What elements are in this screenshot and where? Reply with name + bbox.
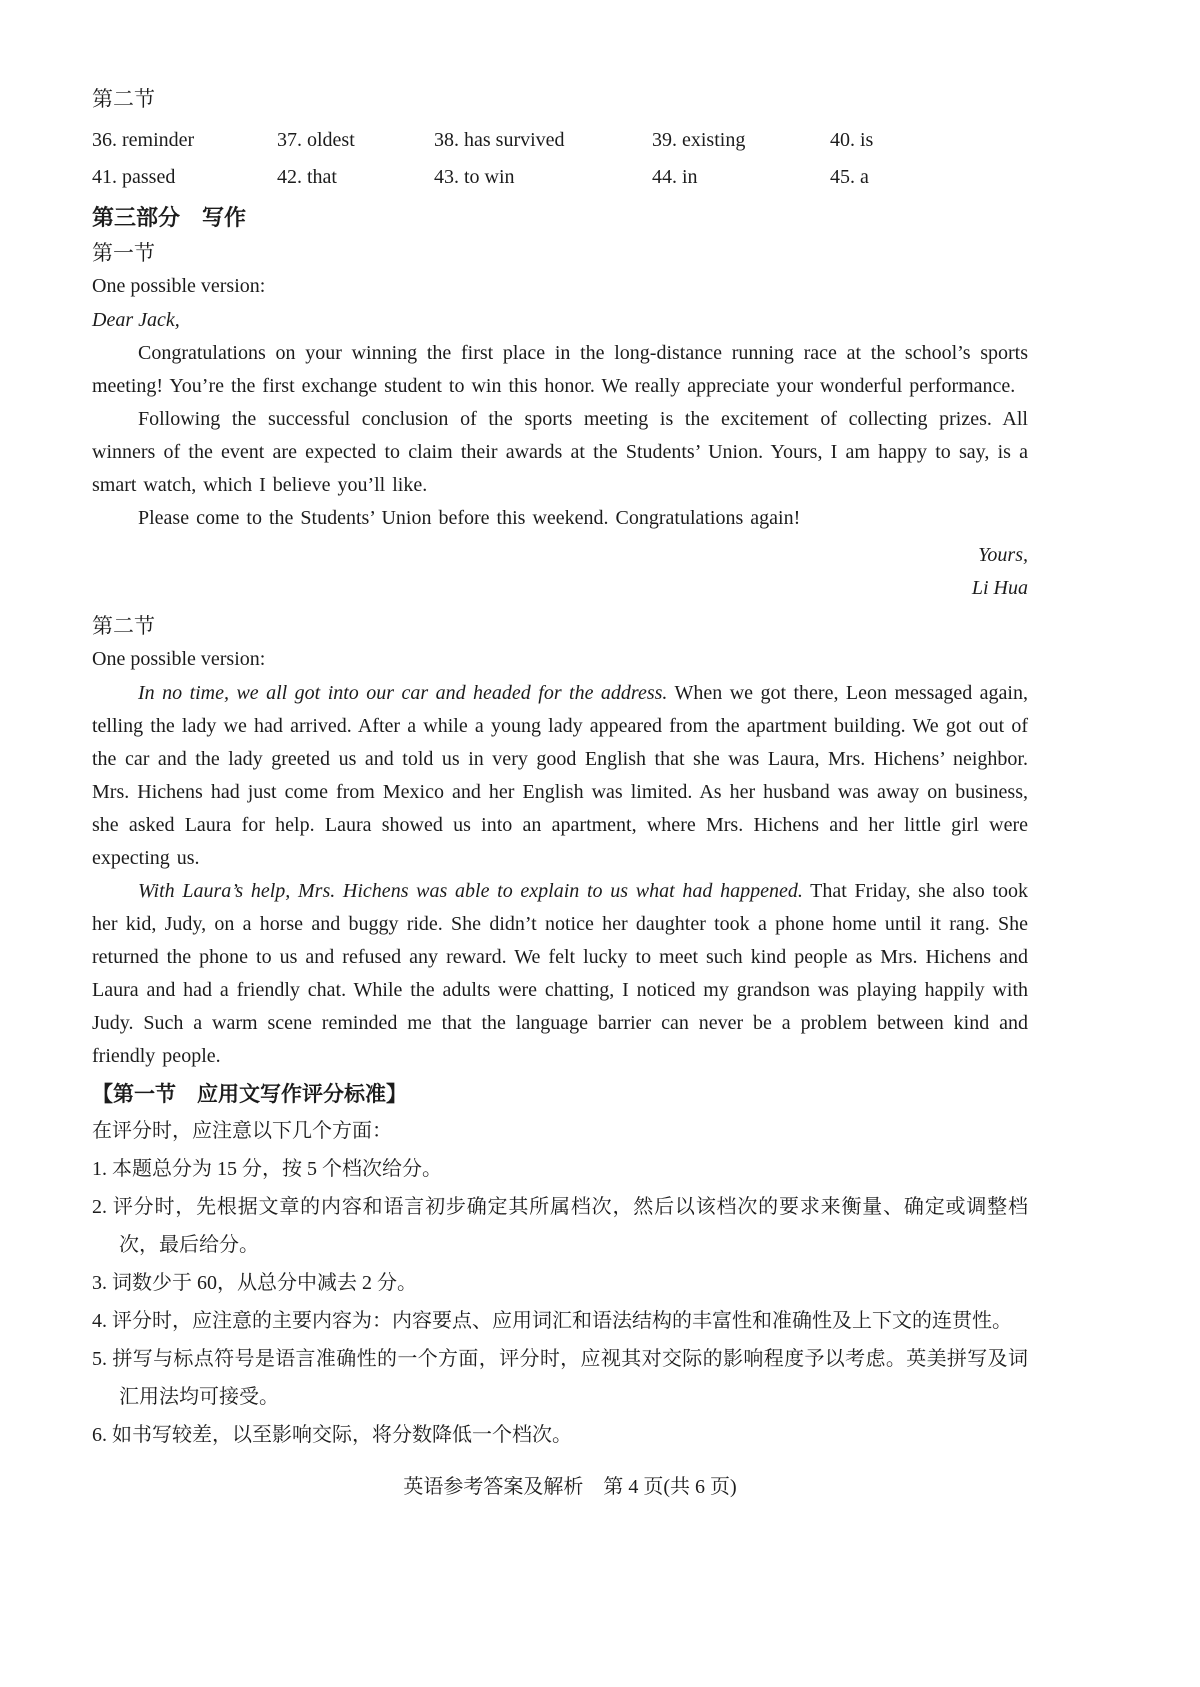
answer-item-40: 40. is xyxy=(830,129,874,151)
criteria-item-4: 4. 评分时，应注意的主要内容为：内容要点、应用词汇和语法结构的丰富性和准确性及上下文的连贯性。 xyxy=(92,1310,1012,1332)
answer-item-38: 38. has survived xyxy=(434,129,565,151)
answers-row-1 xyxy=(92,122,1028,159)
writing-section2-heading: 第二节 xyxy=(92,614,155,638)
criteria-heading: 【第一节 应用文写作评分标准】 xyxy=(92,1082,407,1106)
answer-item-42: 42. that xyxy=(277,166,337,188)
criteria-item-2: 2. 评分时，先根据文章的内容和语言初步确定其所属档次，然后以该档次的要求来衡量、确定或调整档次，最后给分。 xyxy=(92,1196,1028,1256)
essay-paragraph-1 xyxy=(92,677,1028,875)
answer-item-45: 45. a xyxy=(830,166,869,188)
answers-row-2 xyxy=(92,159,1028,196)
letter-signature-block xyxy=(92,539,1028,605)
essay-para1-lead-italic: In no time, we all got into our car and headed for the address. xyxy=(138,682,668,704)
answer-item-36: 36. reminder xyxy=(92,129,195,151)
part3-heading: 第三部分 写作 xyxy=(92,205,247,230)
answer-item-43: 43. to win xyxy=(434,166,515,188)
essay-para2-body: That Friday, she also took her kid, Judy, on a horse and buggy ride. She didn’t notice her daughter took a phone home until it rang. She returned the phone to us and refused any reward. We felt lucky to meet such kind people as Mrs. Hichens and Laura and had a friendly chat. While the adults were chatting, I noticed my grandson was playing happily with Judy. Such a warm scene reminded me that the language barrier can never be a problem between kind and friendly people. xyxy=(92,880,1029,1067)
letter-signature: Li Hua xyxy=(971,577,1028,599)
essay-para2-lead-italic: With Laura’s help, Mrs. Hichens was able to explain to us what had happened. xyxy=(138,880,803,902)
criteria-item-1: 1. 本题总分为 15 分，按 5 个档次给分。 xyxy=(92,1158,442,1180)
letter-paragraph-1: Congratulations on your winning the first place in the long-distance running race at the school’s sports meeting! You’re the first exchange student to win this honor. We really appreciate your wonderful performance. xyxy=(92,342,1028,397)
writing-section1-heading: 第一节 xyxy=(92,241,155,265)
criteria-intro: 在评分时，应注意以下几个方面： xyxy=(92,1120,392,1142)
page-footer: 英语参考答案及解析 第 4 页(共 6 页) xyxy=(403,1476,737,1498)
criteria-item-6: 6. 如书写较差，以至影响交际，将分数降低一个档次。 xyxy=(92,1424,572,1446)
answer-item-37: 37. oldest xyxy=(277,129,355,151)
answer-item-44: 44. in xyxy=(652,166,698,188)
answers-section-heading: 第二节 xyxy=(92,87,155,111)
answer-item-41: 41. passed xyxy=(92,166,176,188)
essay-paragraph-2 xyxy=(92,875,1028,1073)
criteria-item-5: 5. 拼写与标点符号是语言准确性的一个方面，评分时，应视其对交际的影响程度予以考虑。英美拼写及词汇用法均可接受。 xyxy=(92,1348,1028,1408)
letter-closing: Yours, xyxy=(978,544,1028,566)
section1-version-label: One possible version: xyxy=(92,275,266,297)
letter-paragraph-2: Following the successful conclusion of the sports meeting is the excitement of collecting prizes. All winners of the event are expected to claim their awards at the Students’ Union. Yours, I am happy to say, is a smart watch, which I believe you’ll like. xyxy=(92,408,1028,496)
essay-para1-body: When we got there, Leon messaged again, telling the lady we had arrived. After a while a young lady appeared from the apartment building. We got out of the car and the lady greeted us and told us in very good English that she was Laura, Mrs. Hichens’ neighbor. Mrs. Hichens had just come from Mexico and her English was limited. As her husband was away on business, she asked Laura for help. Laura showed us into an apartment, where Mrs. Hichens and her little girl were expecting us. xyxy=(92,682,1028,869)
answer-item-39: 39. existing xyxy=(652,129,746,151)
section2-version-label: One possible version: xyxy=(92,648,266,670)
criteria-item-3: 3. 词数少于 60，从总分中减去 2 分。 xyxy=(92,1272,417,1294)
letter-salutation: Dear Jack, xyxy=(92,309,180,331)
letter-paragraph-3: Please come to the Students’ Union before this weekend. Congratulations again! xyxy=(138,507,801,529)
